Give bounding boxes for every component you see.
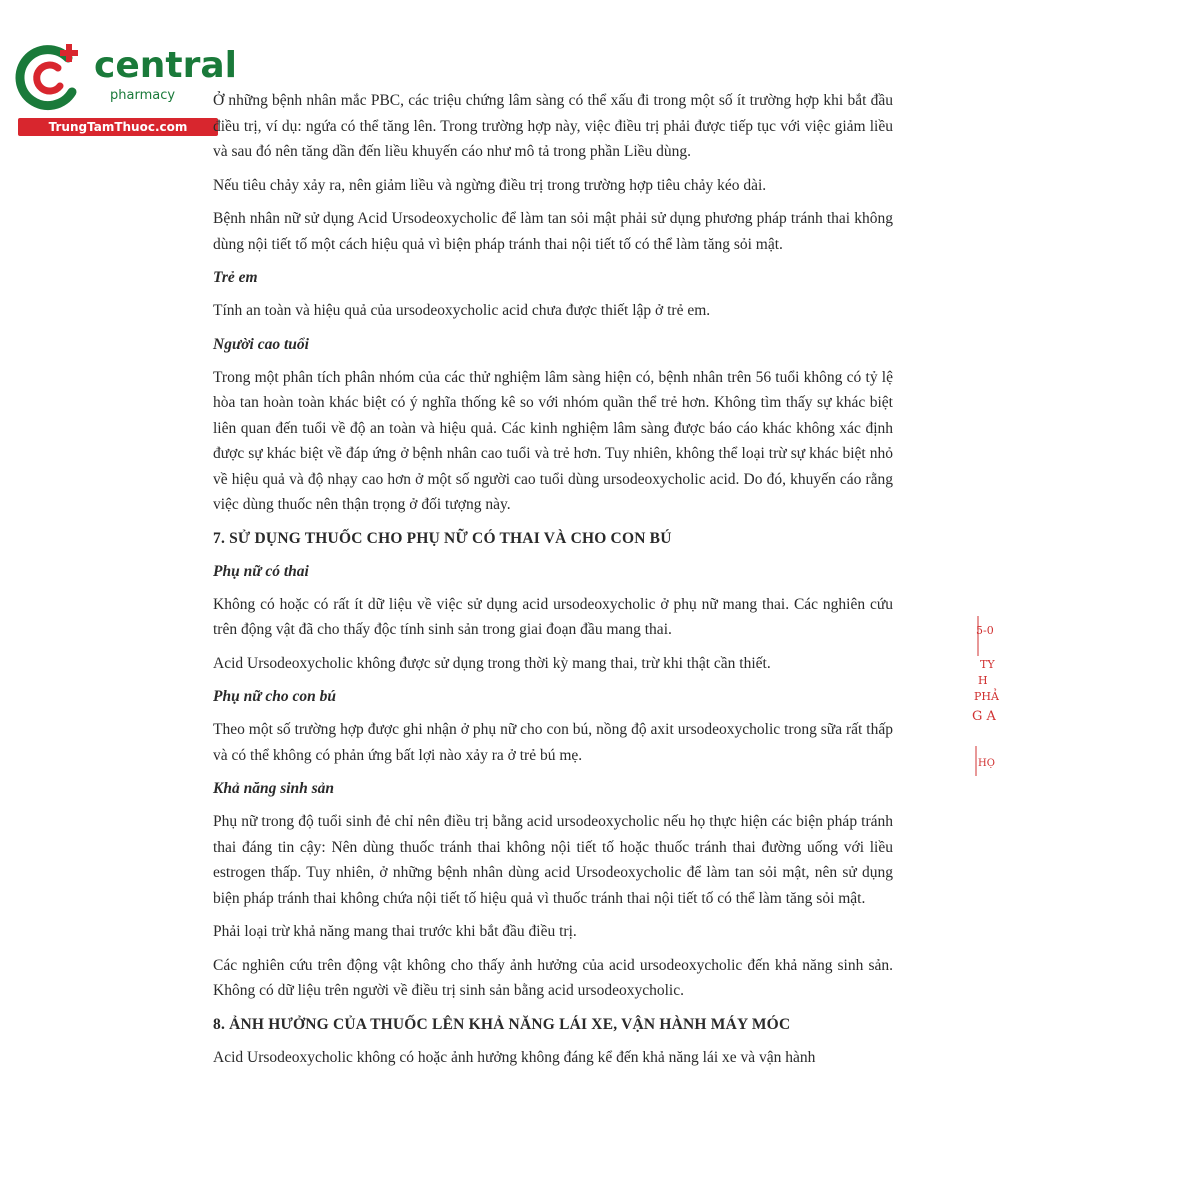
central-pharmacy-logo [8,36,237,136]
paragraph: Theo một số trường hợp được ghi nhận ở phụ nữ cho con bú, nồng độ axit ursodeoxycholic trong sữa rất thấp và có thể không có phản ứng bất lợi nào xảy ra ở trẻ bú mẹ. [213,721,893,764]
paragraph: Nếu tiêu chảy xảy ra, nên giảm liều và ngừng điều trị trong trường hợp tiêu chảy kéo dài. [213,176,767,194]
subheading-phu-nu-cho-con-bu: Phụ nữ cho con bú [213,688,336,705]
logo-name: central [94,45,237,86]
section-heading-8: 8. ẢNH HƯỞNG CỦA THUỐC LÊN KHẢ NĂNG LÁI XE, VẬN HÀNH MÁY MÓC [213,1015,791,1033]
paragraph: Phụ nữ trong độ tuổi sinh đẻ chỉ nên điều trị bằng acid ursodeoxycholic nếu họ thực hiện các biện pháp tránh thai đáng tin cậy: Nên dùng thuốc tránh thai không nội tiết tố hoặc thuốc tránh thai đường uống với liều estrogen thấp. Tuy nhiên, ở những bệnh nhân dùng acid Ursodeoxycholic để làm tan sỏi mật, nên sử dụng biện pháp tránh thai không chứa nội tiết tố hiệu quả vì thuốc tránh thai nội tiết tố có thể làm tăng sỏi mật. [213,813,893,907]
stamp-fragment [972,616,1002,781]
paragraph: Acid Ursodeoxycholic không được sử dụng trong thời kỳ mang thai, trừ khi thật cần thiết. [213,654,771,672]
subheading-nguoi-cao-tuoi: Người cao tuổi [213,335,309,353]
stamp-line: TY [980,658,995,671]
paragraph: Bệnh nhân nữ sử dụng Acid Ursodeoxycholic để làm tan sỏi mật phải sử dụng phương pháp tránh thai không dùng nội tiết tố một cách hiệu quả vì biện pháp tránh thai nội tiết tố có thể làm tăng sỏi mật. [213,210,893,253]
stamp-line: PHẢ [974,690,999,703]
stamp-line: 5-0 [976,624,994,637]
paragraph: Không có hoặc có rất ít dữ liệu về việc sử dụng acid ursodeoxycholic ở phụ nữ mang thai. Các nghiên cứu trên động vật đã cho thấy độc tính sinh sản trong giai đoạn đầu mang thai. [213,595,893,638]
paragraph: Ở những bệnh nhân mắc PBC, các triệu chứng lâm sàng có thể xấu đi trong một số ít trường hợp khi bắt đầu điều trị, ví dụ: ngứa có thể tăng lên. Trong trường hợp này, việc điều trị phải được tiếp tục với việc giảm liều và sau đó nên tăng dần đến liều khuyến cáo như mô tả trong phần Liều dùng. [213,92,893,160]
stamp-line: G A [972,709,996,724]
paragraph: Tính an toàn và hiệu quả của ursodeoxycholic acid chưa được thiết lập ở trẻ em. [213,302,711,319]
paragraph: Phải loại trừ khả năng mang thai trước khi bắt đầu điều trị. [213,923,577,940]
central-logo-icon [12,40,86,114]
subheading-kha-nang-sinh-san: Khả năng sinh sản [213,780,335,797]
subheading-tre-em: Trẻ em [213,269,258,286]
logo-url: TrungTamThuoc.com [18,118,218,136]
subheading-phu-nu-co-thai: Phụ nữ có thai [213,562,309,580]
stamp-line: HỌ [978,758,995,769]
paragraph: Các nghiên cứu trên động vật không cho thấy ảnh hưởng của acid ursodeoxycholic đến khả năng sinh sản. Không có dữ liệu trên người về điều trị sinh sản bằng acid ursodeoxycholic. [213,956,893,999]
paragraph: Trong một phân tích phân nhóm của các thử nghiệm lâm sàng hiện có, bệnh nhân trên 56 tuổi không có tỷ lệ hòa tan hoàn toàn khác biệt có ý nghĩa thống kê so với nhóm quần thể trẻ hơn. Không tìm thấy sự khác biệt liên quan đến tuổi về độ an toàn và hiệu quả. Các kinh nghiệm lâm sàng được báo cáo khác không xác định được sự khác biệt về đáp ứng ở bệnh nhân cao tuổi và trẻ hơn. Tuy nhiên, không thể loại trừ sự khác biệt nhỏ về hiệu quả và độ nhạy cao hơn ở một số người cao tuổi dùng ursodeoxycholic acid. Do đó, khuyến cáo rằng việc dùng thuốc nên thận trọng ở đối tượng này. [213,368,893,513]
section-heading-7: 7. SỬ DỤNG THUỐC CHO PHỤ NỮ CÓ THAI VÀ CHO CON BÚ [213,529,672,547]
document-body [213,88,893,1078]
stamp-line: H [978,674,988,687]
paragraph: Acid Ursodeoxycholic không có hoặc ảnh hưởng không đáng kể đến khả năng lái xe và vận hành [213,1048,816,1066]
logo-subtitle: pharmacy [110,88,176,103]
